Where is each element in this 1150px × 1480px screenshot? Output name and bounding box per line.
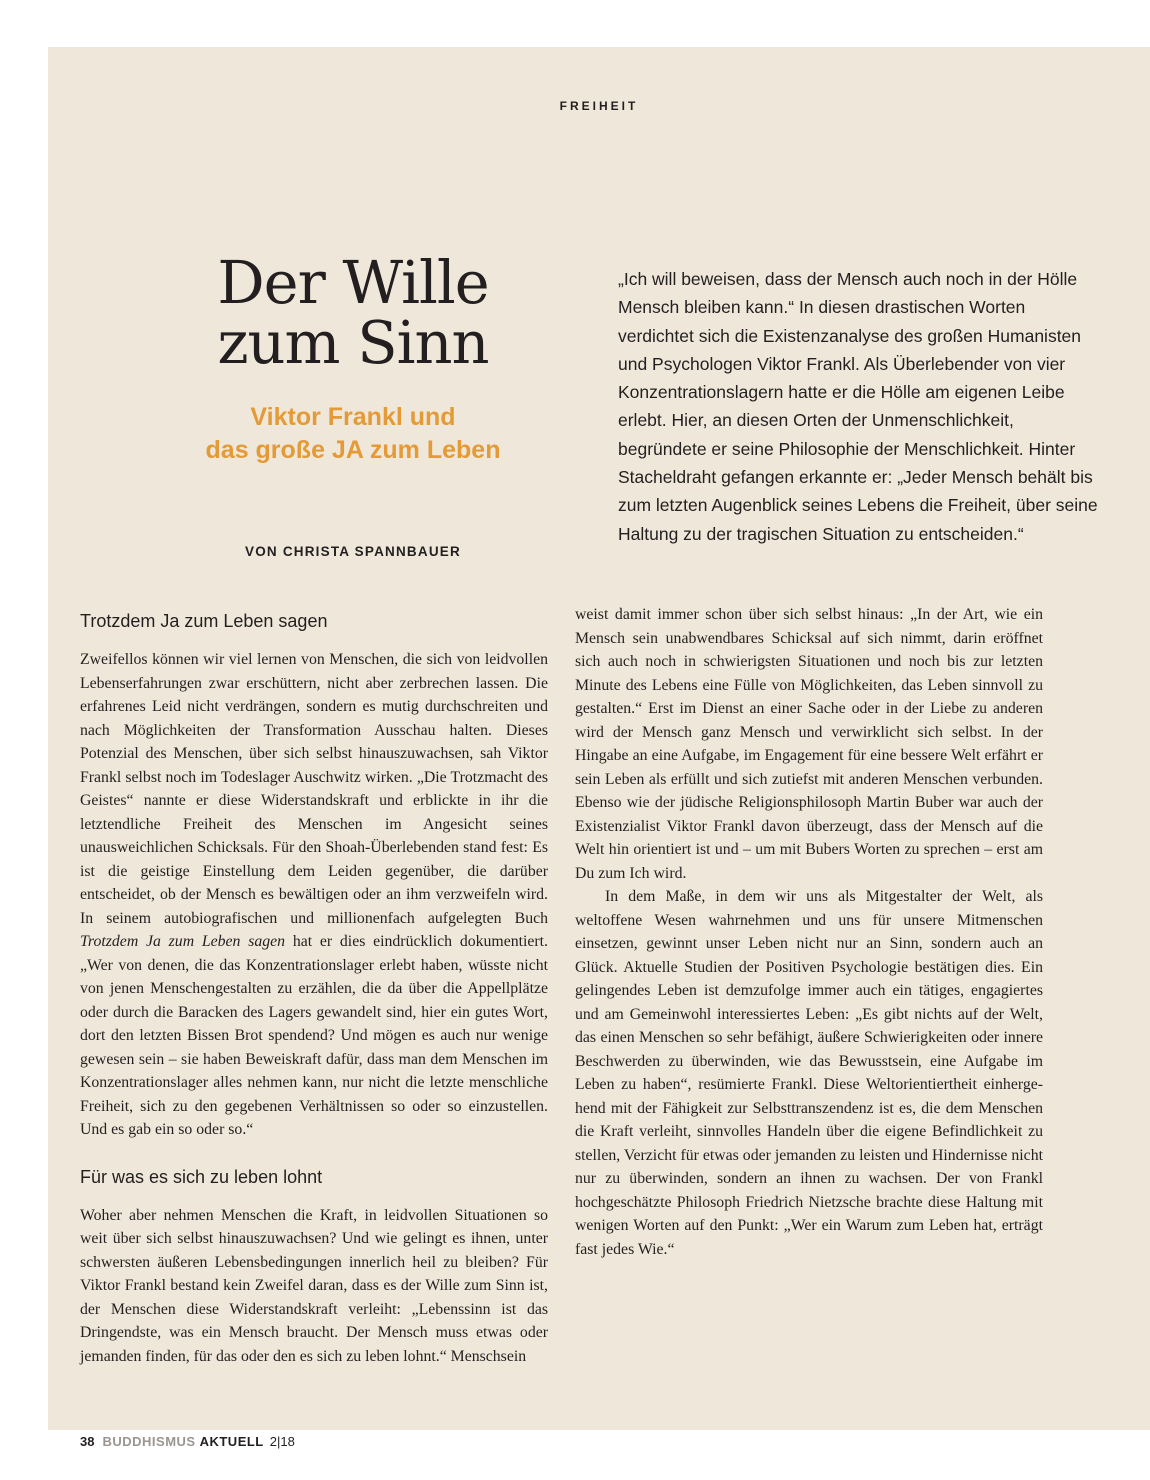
section-label: FREIHEIT — [559, 99, 639, 113]
author-byline: VON CHRISTA SPANNBAUER — [245, 544, 461, 559]
body-paragraph-2: Woher aber nehmen Menschen die Kraft, in leidvollen Situationen so weit über sich selbst hinauszuwachsen? Und wie gelingt es ihnen, unter schwersten äußeren Lebensbedingungen innerlich heil zu bleiben? Für Viktor Frankl bestand kein Zweifel daran, dass es der Wille zum Sinn ist, der Menschen diese Widerstandskraft verleiht: „Lebenssinn ist das Dringendste, was ein Mensch braucht. Der Mensch muss etwas oder jemanden finden, für das oder den es sich zu leben lohnt.“ Menschsein — [80, 1206, 548, 1365]
body-paragraph-2-continued: weist damit immer schon über sich selbst hinaus: „In der Art, wie ein Mensch sein unabwendbares Schicksal auf sich nimmt, darin eröffnet sich auch noch in schwierigsten Situationen und noch bis zur letzten Minute des Lebens eine Fülle von Möglichkeiten, das Leben sinnvoll zu gestalten.“ Erst im Dienst an einer Sache oder in der Liebe zu anderen wird der Mensch ganz Mensch und verwirklicht sich selbst. In der Hingabe an eine Aufgabe, im Engagement für eine bessere Welt erfährt er sein Leben als erfüllt und sich zutiefst mit anderen Menschen verbunden. Ebenso wie der jüdische Religionsphilosoph Martin Buber war auch der Existenzialist Viktor Frankl davon überzeugt, dass der Mensch auf die Welt hin orientiert ist und – um mit Bubers Worten zu sprechen – erst am Du zum Ich wird. — [575, 606, 1043, 882]
title-line-2: zum Sinn — [217, 308, 489, 377]
body-column-right — [575, 603, 1043, 1261]
magazine-name-part-2: AKTUELL — [199, 1434, 264, 1449]
page-footer — [80, 1434, 295, 1449]
page-number: 38 — [80, 1434, 95, 1449]
title-line-1: Der Wille — [217, 248, 489, 317]
paragraph-1-text-b: hat er dies eindrücklich dokumentiert. „Wer von denen, die das Konzentrationslager erlebt haben, wüsste nicht von jenen Menschengestalten zu erzählen, die da über die Appellplätze oder durch die Baracken des Lagers gewandelt sind, hier ein gutes Wort, dort den letzten Bissen Brot spendend? Und mögen es auch nur wenige gewesen sein – sie haben Beweiskraft dafür, dass man dem Menschen im Konzentrationslager alles nehmen kann, nur nicht die letzte menschliche Freiheit, sich zu den gegebenen Verhältnissen so oder so einzustellen. Und es gab ein so oder so.“ — [80, 933, 548, 1138]
body-paragraph-3: In dem Maße, in dem wir uns als Mitgestalter der Welt, als weltoffene Wesen wahrnehmen und uns für unsere Mitmenschen einsetzen, gewinnt unser Leben nicht nur an Sinn, sondern auch an Glück. Aktuelle Studien der Positiven Psychologie bestätigen dies. Ein gelingendes Leben ist demzufolge immer auch ein tätiges, engagiertes und am Gemeinwohl interessiertes Leben: „Es gibt nichts auf der Welt, das einen Menschen so sehr befähigt, äußere Schwierigkeiten oder innere Beschwerden zu überwinden, wie das Bewusstsein, eine Aufgabe im Leben zu haben“, resümierte Frankl. Diese Weltorientiertheit einhergehend mit der Fähigkeit zur Selbsttranszendenz ist es, die dem Menschen die Kraft verleiht, sinnvolles Handeln über die eigene Befindlichkeit zu stellen, Verzicht für etwas oder jemanden zu leisten und Hindernisse nicht nur zu überwinden, sondern an ihnen zu wachsen. Der von Frankl hochgeschätzte Philosoph Friedrich Nietzsche brachte diese Haltung mit wenigen Worten auf den Punkt: „Wer ein Warum zum Leben hat, erträgt fast jedes Wie.“ — [575, 888, 1043, 1258]
section-heading-1: Trotzdem Ja zum Leben sagen — [80, 611, 328, 631]
article-title — [168, 248, 538, 377]
article-subtitle — [168, 401, 538, 467]
book-title: Trotzdem Ja zum Leben sagen — [80, 933, 286, 950]
section-heading-2: Für was es sich zu leben lohnt — [80, 1166, 323, 1187]
paragraph-1-text-a: Zweifellos können wir viel lernen von Menschen, die sich von leidvollen Lebenserfahrungen zwar erschüttern, nicht aber zerbrechen lassen. Die erfahrenes Leid nicht verdrängen, sondern es mutig durchschreiten und nach Möglichkeiten der Transformation Ausschau halten. Dieses Potenzial des Menschen, über sich selbst hinauszuwachsen, sah Viktor Frankl selbst noch im Todeslager Auschwitz wirken. „Die Trotzmacht des Geistes“ nannte er diese Widerstandskraft und erblickte in ihr die letztendliche Freiheit des Menschen im Angesicht seines unausweichlichen Schicksals. Für den Shoah-Überlebenden stand fest: Es ist die geistige Einstellung dem Leiden gegenüber, die darüber entscheidet, ob der Mensch es bewältigen oder an ihm verzweifeln wird. In seinem autobiografischen und millionenfach aufgelegten Buch — [80, 651, 548, 927]
issue-number: 2|18 — [269, 1434, 295, 1449]
body-paragraph-1 — [80, 648, 548, 1142]
intro-paragraph: „Ich will beweisen, dass der Mensch auch noch in der Hölle Mensch bleiben kann.“ In diesen drastischen Worten verdichtet sich die Existenzanalyse des großen Humanisten und Psychologen Viktor Frankl. Als Überlebender von vier Konzentrationslagern hatte er die Hölle am eigenen Leibe erlebt. Hier, an diesen Orten der Unmenschlichkeit, begründete er seine Philosophie der Menschlichkeit. Hinter Stacheldraht gefangen erkannte er: „Jeder Mensch behält bis zum letzten Augenblick seines Lebens die Freiheit, über seine Haltung zu der tragischen Situation zu entscheiden.“ — [618, 269, 1098, 544]
subtitle-line-1: Viktor Frankl und — [250, 403, 456, 431]
subtitle-line-2: das große JA zum Leben — [205, 436, 501, 464]
body-column-left — [80, 608, 548, 1368]
magazine-name-part-1: BUDDHISMUS — [102, 1434, 196, 1449]
